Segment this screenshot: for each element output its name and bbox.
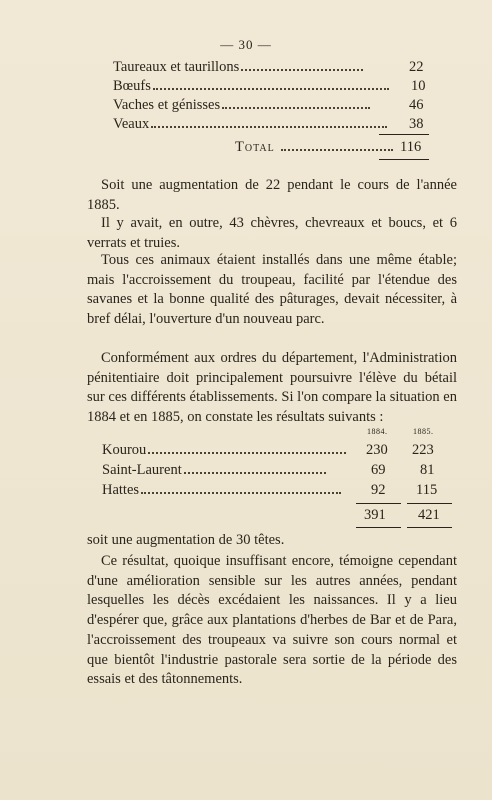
row-label: Veaux bbox=[113, 116, 150, 132]
table2-row bbox=[102, 482, 341, 499]
sum-rule-1885 bbox=[407, 503, 452, 504]
paragraph: Il y avait, en outre, 43 chèvres, chevreaux et boucs, et 6 verrats et truies. bbox=[87, 215, 457, 251]
paragraph: Ce résultat, quoique insuffisant encore, témoigne cependant d'une amélioration sensible sur les autres années, pendant lesquelles les décès excédaient les naissances. Il y a lieu d'espérer que, grâce aux plantations d'herbes de Bar et de Para, l'accroissement des troupeaux va suivre son cours normal et que bientôt l'industrie pastorale sera sortie de la période des essais et des tâtonnements. bbox=[87, 553, 457, 688]
dot-leader bbox=[241, 65, 363, 71]
row-value: 46 bbox=[409, 97, 424, 113]
dot-leader bbox=[141, 488, 341, 494]
value-1885: 223 bbox=[412, 442, 434, 458]
row-label: Hattes bbox=[102, 482, 140, 498]
row-value: 22 bbox=[409, 59, 424, 75]
value-1884: 92 bbox=[371, 482, 386, 498]
table1-row bbox=[113, 116, 387, 133]
total-underline bbox=[379, 159, 429, 160]
table2-row bbox=[102, 462, 326, 479]
total-1884: 391 bbox=[364, 507, 386, 523]
table1-row bbox=[113, 78, 389, 95]
sum-underline-1884 bbox=[356, 527, 401, 528]
sum-underline-1885 bbox=[407, 527, 452, 528]
paragraph: soit une augmentation de 30 têtes. bbox=[87, 532, 285, 548]
row-label: Taureaux et taurillons bbox=[113, 59, 240, 75]
dot-leader bbox=[222, 103, 370, 109]
paragraph: Conformément aux ordres du département, l'Administration pénitentiaire doit principalement poursuivre l'élève du bétail sur ces différents établissements. Si l'on compare la situation en 1884 et en 1885, on constate les résultats suivants : bbox=[87, 350, 457, 426]
total-label: Total bbox=[235, 139, 275, 155]
value-1884: 69 bbox=[371, 462, 386, 478]
paragraph: Soit une augmentation de 22 pendant le cours de l'année 1885. bbox=[87, 177, 457, 213]
dot-leader bbox=[148, 448, 346, 454]
dot-leader bbox=[281, 145, 393, 151]
value-1885: 81 bbox=[420, 462, 435, 478]
dot-leader bbox=[151, 122, 387, 128]
total-rule bbox=[379, 134, 429, 135]
column-header-1884: 1884. bbox=[367, 427, 388, 436]
row-value: 10 bbox=[411, 78, 426, 94]
paragraph: Tous ces animaux étaient installés dans une même étable; mais l'accroissement du troupeau, facilité par l'étendue des savanes et la bonne qualité des pâturages, devait nécessiter, à bref délai, l'ouverture d'un nouveau parc. bbox=[87, 252, 457, 328]
table2-row bbox=[102, 442, 346, 459]
total-1885: 421 bbox=[418, 507, 440, 523]
value-1884: 230 bbox=[366, 442, 388, 458]
column-header-1885: 1885. bbox=[413, 427, 434, 436]
row-label: Vaches et génisses bbox=[113, 97, 221, 113]
page-number: — 30 — bbox=[220, 37, 272, 52]
row-label: Kourou bbox=[102, 442, 147, 458]
total-value: 116 bbox=[400, 139, 422, 155]
value-1885: 115 bbox=[416, 482, 438, 498]
table1-row bbox=[113, 97, 370, 114]
sum-rule-1884 bbox=[356, 503, 401, 504]
row-label: Bœufs bbox=[113, 78, 151, 94]
row-label: Saint-Laurent bbox=[102, 462, 182, 478]
row-value: 38 bbox=[409, 116, 424, 132]
table1-total-row bbox=[235, 139, 393, 156]
table1-row bbox=[113, 59, 363, 76]
dot-leader bbox=[184, 468, 326, 474]
dot-leader bbox=[153, 84, 389, 90]
